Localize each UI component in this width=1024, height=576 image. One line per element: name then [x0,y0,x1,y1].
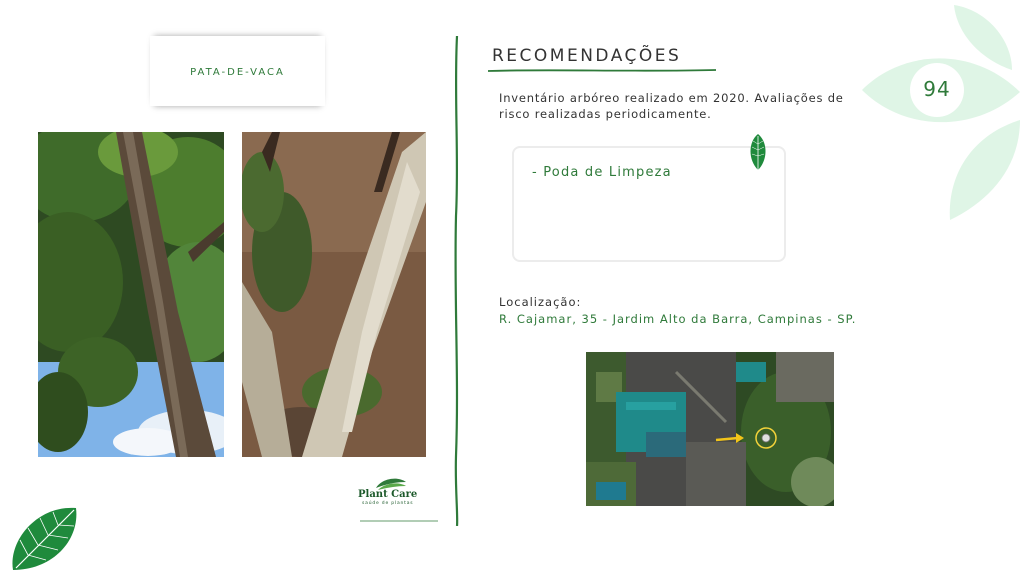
location-address: R. Cajamar, 35 - Jardim Alto da Barra, Campinas - SP. [499,312,857,326]
leaf-icon [746,132,770,172]
vertical-divider [451,36,463,526]
leaf-icon [8,500,88,574]
recommendations-title: RECOMENDAÇÕES [492,46,682,66]
satellite-map [586,352,834,506]
logo-tagline: saúde de plantas [362,501,414,506]
recommendations-box [512,146,786,262]
page-number: 94 [923,77,951,101]
page-badge [862,0,1024,225]
species-name: PATA-DE-VACA [190,67,285,78]
recommendation-item: - Poda de Limpeza [532,165,672,180]
tree-trunk-photo [242,132,426,457]
tree-canopy-photo [38,132,224,457]
logo-brand: Plant Care [358,489,418,500]
inventory-description: Inventário arbóreo realizado em 2020. Avaliações de risco realizadas periodicamente. [499,91,844,121]
logo [354,476,438,524]
title-underline [488,66,716,74]
location-label: Localização: [499,295,582,309]
